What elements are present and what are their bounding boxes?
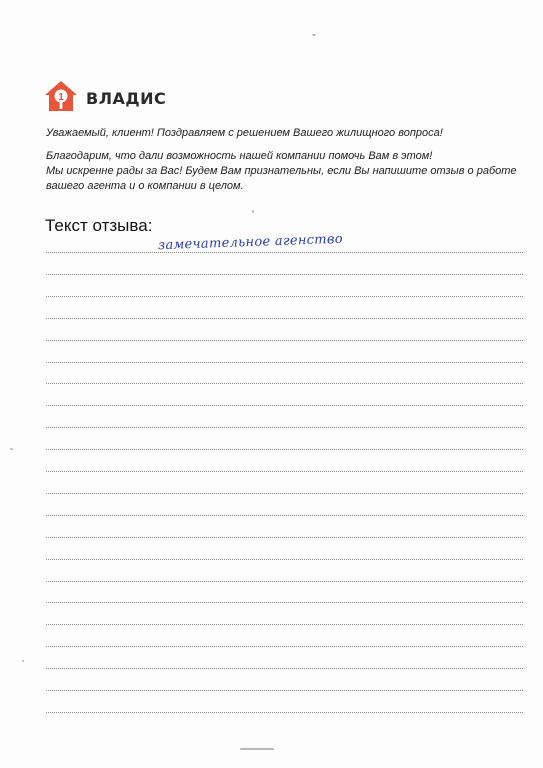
writing-rule xyxy=(46,515,523,516)
handwritten-review: замечательное агенство xyxy=(157,231,344,254)
writing-rule xyxy=(46,296,523,297)
writing-rule xyxy=(46,383,523,384)
writing-rule xyxy=(46,646,523,647)
writing-rule xyxy=(46,602,523,603)
writing-rule xyxy=(46,624,523,625)
writing-rule xyxy=(46,274,523,275)
writing-rule xyxy=(46,712,523,713)
thanks-line: вашего агента и о компании в целом. xyxy=(46,180,244,192)
scan-speck xyxy=(312,34,316,36)
review-label: Текст отзыва: xyxy=(45,216,153,235)
writing-rule xyxy=(46,427,523,428)
scan-speck xyxy=(252,210,254,213)
writing-rule xyxy=(46,405,523,406)
writing-rule xyxy=(46,537,523,538)
scan-speck xyxy=(10,448,13,450)
writing-rule xyxy=(46,340,523,341)
writing-rule xyxy=(46,449,523,450)
thanks-line: Благодарим, что дали возможность нашей компании помочь Вам в этом! xyxy=(46,150,433,162)
brand-name: ВЛАДИС xyxy=(86,88,167,108)
writing-rule xyxy=(46,252,523,253)
thanks-line: Мы искренне рады за Вас! Будем Вам признательны, если Вы напишите отзыв о работе xyxy=(46,165,517,177)
writing-lines[interactable] xyxy=(46,0,523,768)
writing-rule xyxy=(46,318,523,319)
writing-rule xyxy=(46,559,523,560)
writing-rule xyxy=(46,471,523,472)
scan-speck xyxy=(22,660,24,662)
greeting-text: Уважаемый, клиент! Поздравляем с решением Вашего жилищного вопроса! xyxy=(46,127,443,139)
writing-rule xyxy=(46,668,523,669)
writing-rule xyxy=(46,690,523,691)
writing-rule xyxy=(46,493,523,494)
scan-speck xyxy=(240,748,274,750)
writing-rule xyxy=(46,362,523,363)
writing-rule xyxy=(46,581,523,582)
logo-digit: 1 xyxy=(58,92,64,103)
